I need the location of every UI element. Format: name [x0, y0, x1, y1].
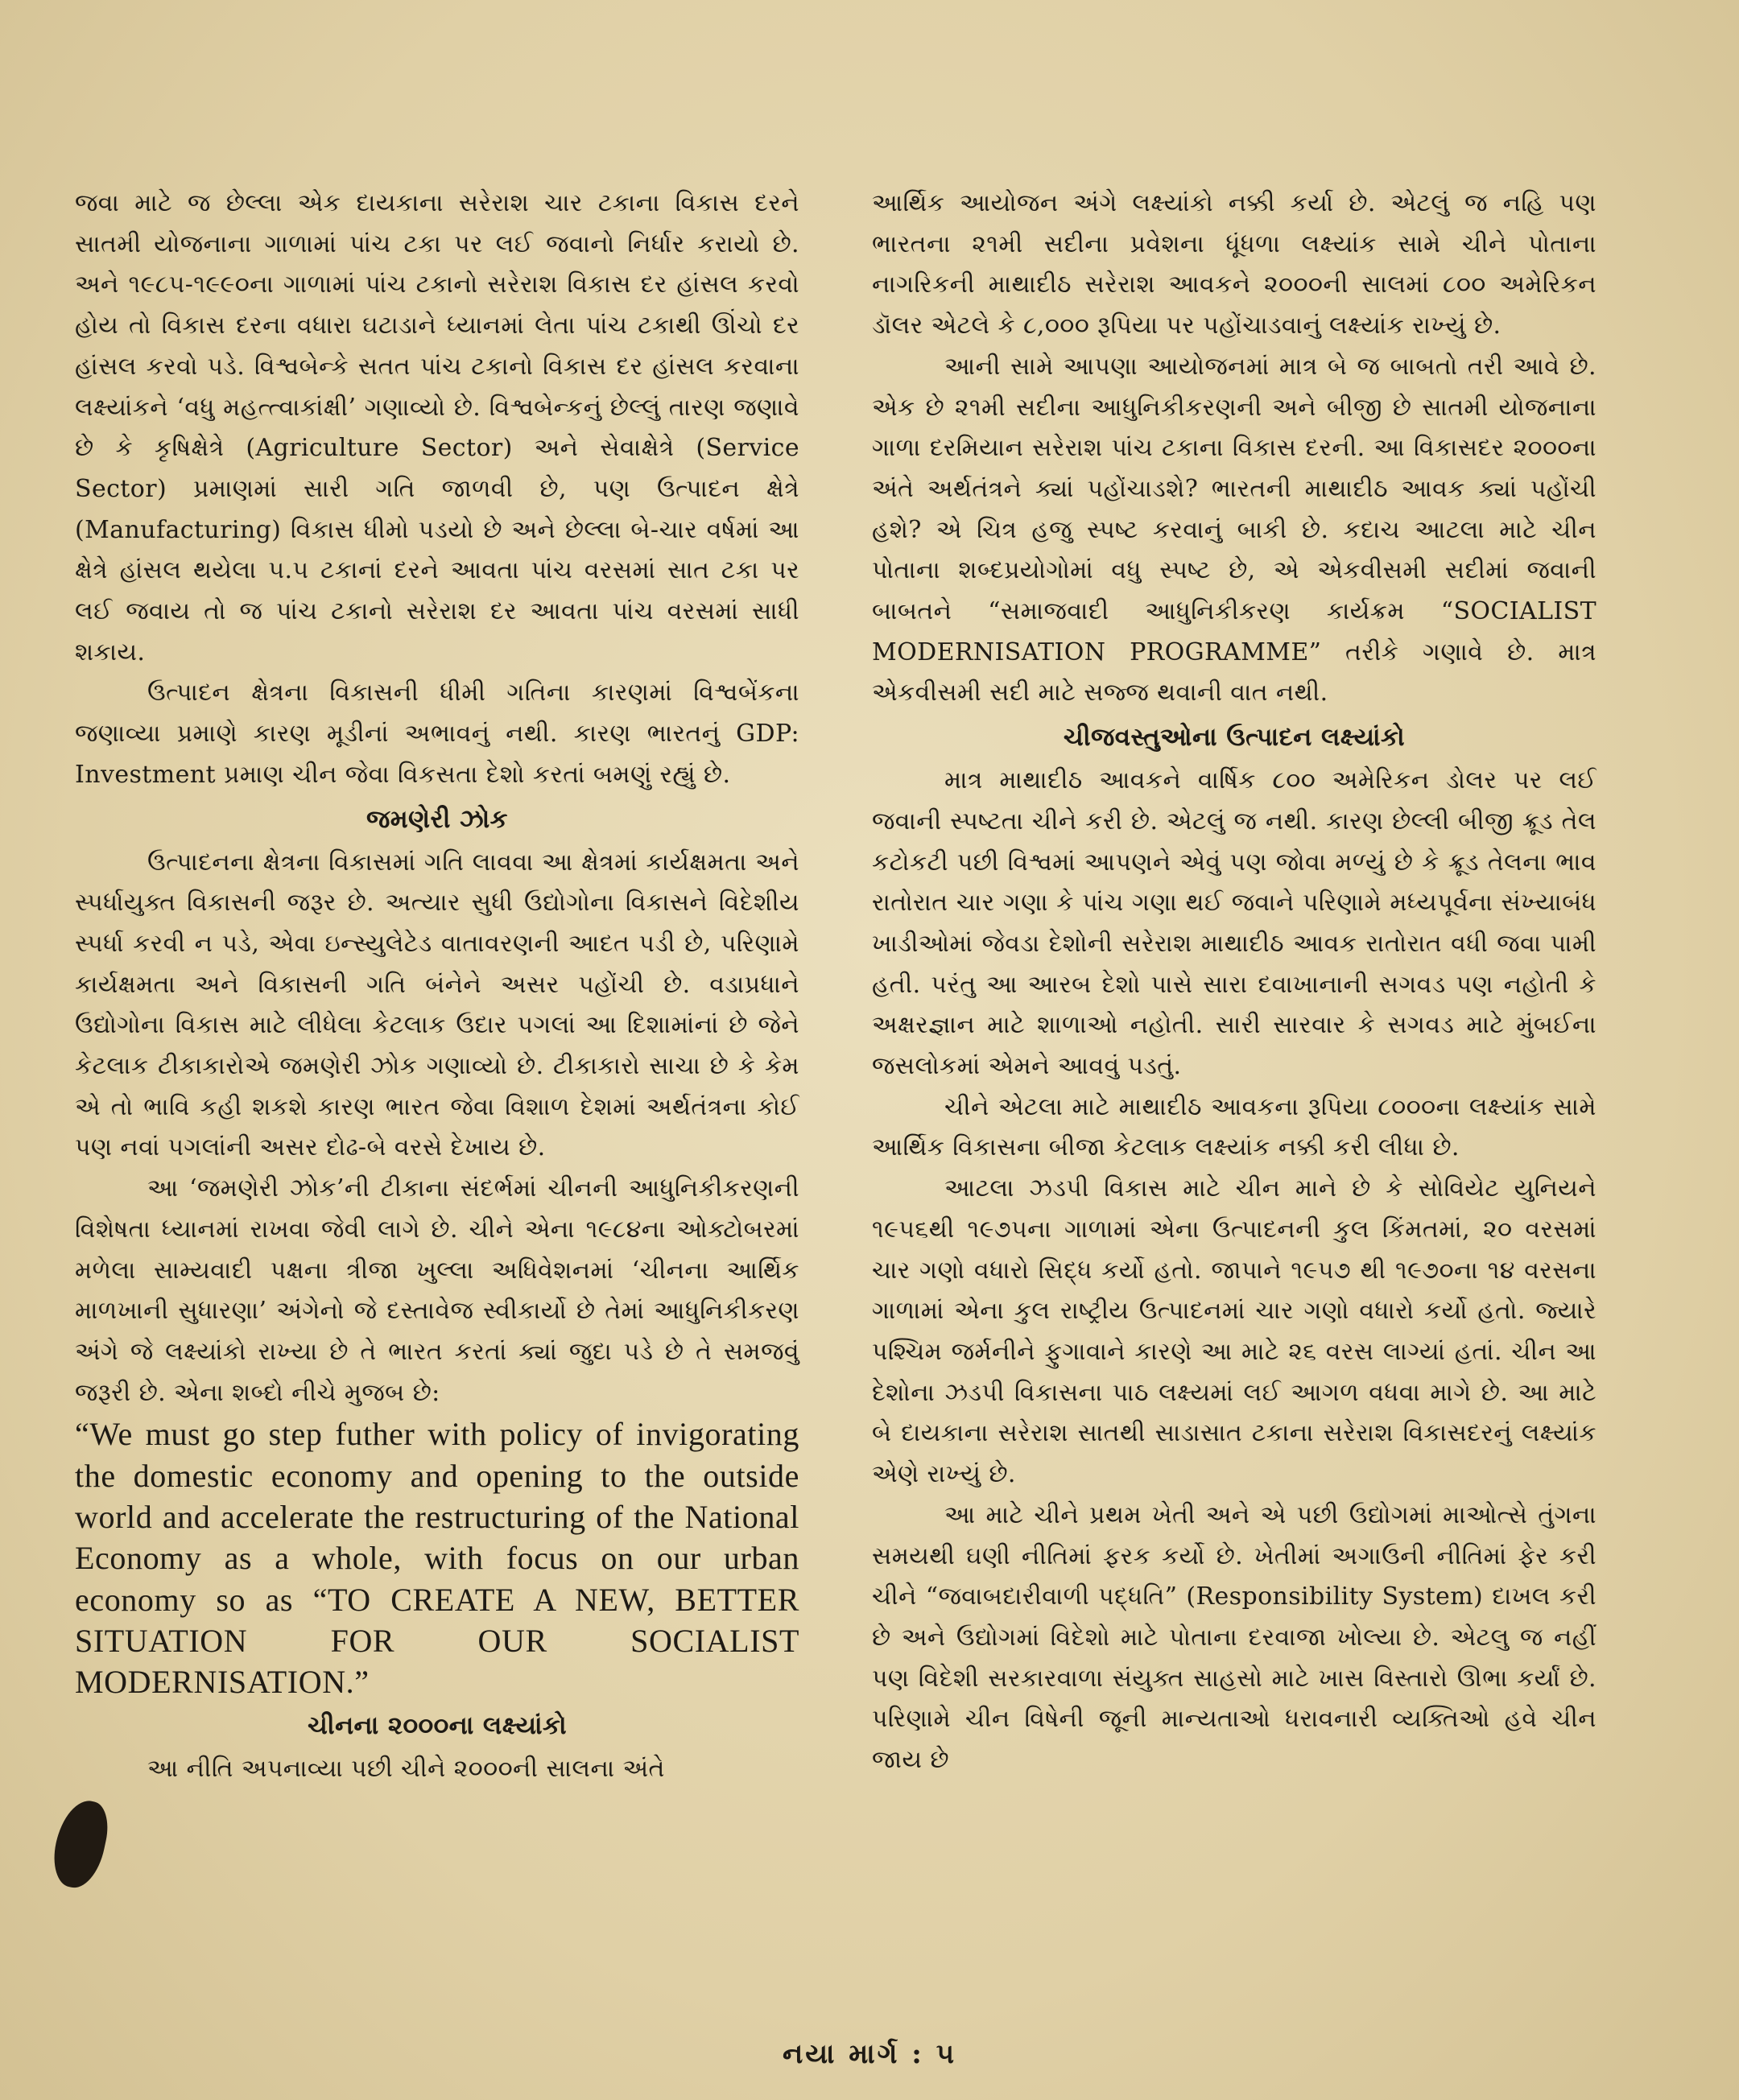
right-paragraph-4: ચીને એટલા માટે માથાદીઠ આવકના રૂપિયા ૮૦૦૦ના લક્ષ્યાંક સામે આર્થિક વિકાસના બીજા કેટલાક લક્ષ્યાંક નક્કી કરી લીધા છે.: [872, 1092, 1596, 1162]
right-paragraph-1: આર્થિક આયોજન અંગે લક્ષ્યાંકો નક્કી કર્યા છે. એટલું જ નહિ પણ ભારતના ૨૧મી સદીના પ્રવેશના ધૂંધળા લક્ષ્યાંક સામે ચીને પોતાના નાગરિકની માથાદીઠ સરેરાશ આવકને ૨૦૦૦ની સાલમાં ૮૦૦ અમેરિકન ડૉલર એટલે કે ૮,૦૦૦ રૂપિયા પર પહોંચાડવાનું લક્ષ્યાંક રાખ્યું છે.: [872, 189, 1596, 340]
right-paragraph-3: માત્ર માથાદીઠ આવકને વાર્ષિક ૮૦૦ અમેરિકન ડોલર પર લઈ જવાની સ્પષ્ટતા ચીને કરી છે. એટલું જ નથી. કારણ છેલ્લી બીજી ક્રૂડ તેલ કટોકટી પછી વિશ્વમાં આપણને એવું પણ જોવા મળ્યું છે કે ક્રૂડ તેલના ભાવ રાતોરાત ચાર ગણા કે પાંચ ગણા થઈ જવાને પરિણામે મધ્યપૂર્વના સંખ્યાબંધ ખાડીઓમાં જેવડા દેશોની સરેરાશ માથાદીઠ આવક રાતોરાત વધી જવા પામી હતી. પરંતુ આ આરબ દેશો પાસે સારા દવાખાનાની સગવડ પણ નહોતી કે અક્ષરજ્ઞાન માટે શાળાઓ નહોતી. સારી સારવાર કે સગવડ માટે મુંબઈના જસલોકમાં એમને આવવું પડતું.: [872, 766, 1596, 1081]
left-paragraph-4: આ ‘જમણેરી ઝોક’ની ટીકાના સંદર્ભમાં ચીનની આધુનિકીકરણની વિશેષતા ધ્યાનમાં રાખવા જેવી લાગે છે. ચીને એના ૧૯૮૪ના ઓક્ટોબરમાં મળેલા સામ્યવાદી પક્ષના ત્રીજા ખુલ્લા અધિવેશનમાં ‘ચીનના આર્થિક માળખાની સુધારણા’ અંગેનો જે દસ્તાવેજ સ્વીકાર્યો છે તેમાં આધુનિકીકરણ અંગે જે લક્ષ્યાંકો રાખ્યા છે તે ભારત કરતાં ક્યાં જુદા પડે છે તે સમજવું જરૂરી છે. એના શબ્દો નીચે મુજબ છે:: [75, 1174, 799, 1407]
torn-corner: [48, 1796, 114, 1892]
section-heading-rightward-tilt: જમણેરી ઝોક: [366, 804, 508, 834]
english-quote: “We must go step futher with policy of invigorating the domestic economy and opening to the outside world and accelerate the restructuring of the National Economy as a whole, with focus on our urban economy so as “TO CREATE A NEW, BETTER SITUATION FOR OUR SOCIALIST MODERNISATION.”: [75, 1416, 799, 1701]
section-heading-production-targets: ચીજવસ્તુઓના ઉત્પાદન લક્ષ્યાંકો: [1063, 723, 1406, 753]
left-column: [75, 184, 799, 1790]
right-paragraph-5: આટલા ઝડપી વિકાસ માટે ચીન માને છે કે સોવિયેટ યુનિયને ૧૯૫૬થી ૧૯૭૫ના ગાળામાં એના ઉત્પાદનની કુલ કિંમતમાં, ૨૦ વરસમાં ચાર ગણો વધારો સિદ્ધ કર્યો હતો. જાપાને ૧૯૫૭ થી ૧૯૭૦ના ૧૪ વરસના ગાળામાં એના કુલ રાષ્ટ્રીય ઉત્પાદનમાં ચાર ગણો વધારો કર્યો હતો. જ્યારે પશ્ચિમ જર્મનીને ફુગાવાને કારણે આ માટે ૨૬ વરસ લાગ્યાં હતાં. ચીન આ દેશોના ઝડપી વિકાસના પાઠ લક્ષ્યમાં લઈ આગળ વધવા માગે છે. આ માટે બે દાયકાના સરેરાશ સાતથી સાડાસાત ટકાના સરેરાશ વિકાસદરનું લક્ષ્યાંક એણે રાખ્યું છે.: [872, 1174, 1596, 1489]
right-paragraph-6: આ માટે ચીને પ્રથમ ખેતી અને એ પછી ઉદ્યોગમાં માઓત્સે તુંગના સમયથી ઘણી નીતિમાં ફરક કર્યો છે. ખેતીમાં અગાઉની નીતિમાં ફેર કરી ચીને “જવાબદારીવાળી પદ્ધતિ” (Responsibility System) દાખલ કરી છે અને ઉદ્યોગમાં વિદેશો માટે પોતાના દરવાજા ખોલ્યા છે. એટલુ જ નહીં પણ વિદેશી સરકારવાળા સંયુક્ત સાહસો માટે ખાસ વિસ્તારો ઊભા કર્યાં છે. પરિણામે ચીન વિષેની જૂની માન્યતાઓ ધરાવનારી વ્યક્તિઓ હવે ચીન જાય છે: [872, 1500, 1596, 1775]
left-paragraph-5: આ નીતિ અપનાવ્યા પછી ચીને ૨૦૦૦ની સાલના અંતે: [147, 1755, 665, 1784]
section-heading-china-2000-targets: ચીનના ૨૦૦૦ના લક્ષ્યાંકો: [308, 1711, 567, 1741]
page-footer: નયા માર્ગ : ૫: [782, 2038, 957, 2070]
left-paragraph-2: ઉત્પાદન ક્ષેત્રના વિકાસની ધીમી ગતિના કારણમાં વિશ્વબેંકના જણાવ્યા પ્રમાણે કારણ મૂડીનાં અભાવનું નથી. કારણ ભારતનું GDP: Investment પ્રમાણ ચીન જેવા વિકસતા દેશો કરતાં બમણું રહ્યું છે.: [75, 679, 799, 789]
right-paragraph-2: આની સામે આપણા આયોજનમાં માત્ર બે જ બાબતો તરી આવે છે. એક છે ૨૧મી સદીના આધુનિકીકરણની અને બીજી છે સાતમી યોજનાના ગાળા દરમિયાન સરેરાશ પાંચ ટકાના વિકાસ દરની. આ વિકાસદર ૨૦૦૦ના અંતે અર્થતંત્રને ક્યાં પહોંચાડશે? ભારતની માથાદીઠ આવક ક્યાં પહોંચી હશે? એ ચિત્ર હજુ સ્પષ્ટ કરવાનું બાકી છે. કદાચ આટલા માટે ચીન પોતાના શબ્દપ્રયોગોમાં વધુ સ્પષ્ટ છે, એ એકવીસમી સદીમાં જવાની બાબતને “સમાજવાદી આધુનિકીકરણ કાર્યક્રમ “SOCIALIST MODERNISATION PROGRAMME” તરીકે ગણાવે છે. માત્ર એકવીસમી સદી માટે સજ્જ થવાની વાત નથી.: [872, 352, 1596, 708]
right-column: [872, 184, 1596, 1781]
left-paragraph-3: ઉત્પાદનના ક્ષેત્રના વિકાસમાં ગતિ લાવવા આ ક્ષેત્રમાં કાર્યક્ષમતા અને સ્પર્ધાયુક્ત વિકાસની જરૂર છે. અત્યાર સુધી ઉદ્યોગોના વિકાસને વિદેશીય સ્પર્ધા કરવી ન પડે, એવા ઇન્સ્યુલેટેડ વાતાવરણની આદત પડી છે, પરિણામે કાર્યક્ષમતા અને વિકાસની ગતિ બંનેને અસર પહોંચી છે. વડાપ્રધાને ઉદ્યોગોના વિકાસ માટે લીધેલા કેટલાક ઉદાર પગલાં આ દિશામાંનાં છે જેને કેટલાક ટીકાકારોએ જમણેરી ઝોક ગણાવ્યો છે. ટીકાકારો સાચા છે કે કેમ એ તો ભાવિ કહી શકશે કારણ ભારત જેવા વિશાળ દેશમાં અર્થતંત્રના કોઈ પણ નવાં પગલાંની અસર દોઢ-બે વરસે દેખાય છે.: [75, 848, 799, 1162]
left-paragraph-1: જવા માટે જ છેલ્લા એક દાયકાના સરેરાશ ચાર ટકાના વિકાસ દરને સાતમી યોજનાના ગાળામાં પાંચ ટકા પર લઈ જવાનો નિર્ધાર કરાયો છે. અને ૧૯૮૫-૧૯૯૦ના ગાળામાં પાંચ ટકાનો સરેરાશ વિકાસ દર હાંસલ કરવો હોય તો વિકાસ દરના વધારા ઘટાડાને ધ્યાનમાં લેતા પાંચ ટકાથી ઊંચો દર હાંસલ કરવો પડે. વિશ્વબેન્કે સતત પાંચ ટકાનો વિકાસ દર હાંસલ કરવાના લક્ષ્યાંકને ‘વધુ મહત્ત્વાકાંક્ષી’ ગણાવ્યો છે. વિશ્વબેન્કનું છેલ્લું તારણ જણાવે છે કે કૃષિક્ષેત્રે (Agriculture Sector) અને સેવાક્ષેત્રે (Service Sector) પ્રમાણમાં સારી ગતિ જાળવી છે, પણ ઉત્પાદન ક્ષેત્રે (Manufacturing) વિકાસ ધીમો પડયો છે અને છેલ્લા બે-ચાર વર્ષમાં આ ક્ષેત્રે હાંસલ થયેલા ૫.૫ ટકાનાં દરને આવતા પાંચ વરસમાં સાત ટકા પર લઈ જવાય તો જ પાંચ ટકાનો સરેરાશ દર આવતા પાંચ વરસમાં સાધી શકાય.: [75, 189, 799, 666]
